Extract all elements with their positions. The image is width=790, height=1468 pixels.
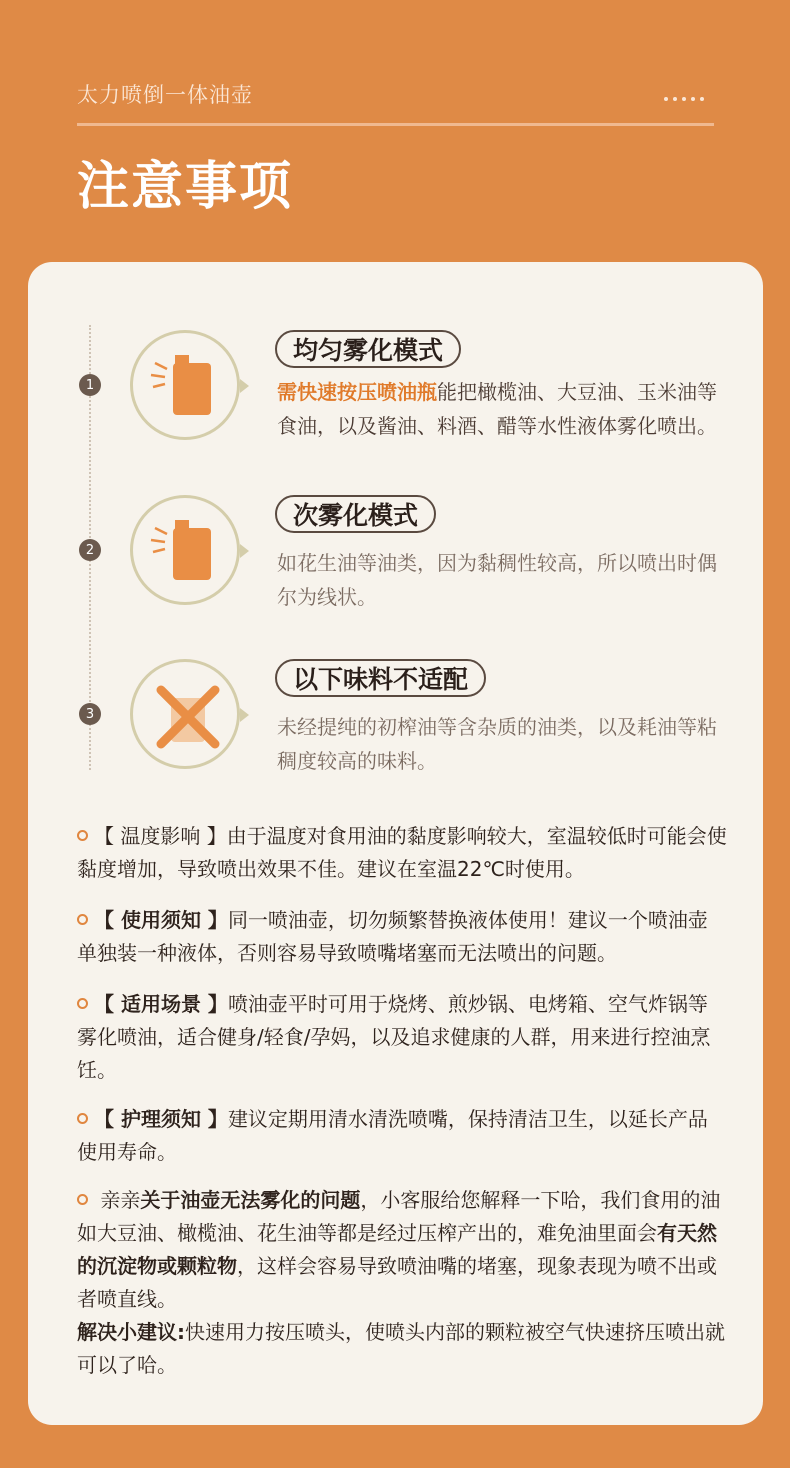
note-label: 【 使用须知 】 — [94, 908, 228, 932]
step-title: 以下味料不适配 — [275, 659, 486, 697]
note-usage — [77, 904, 727, 970]
product-name: 太力喷倒一体油壶 — [77, 83, 253, 107]
faq-tip-label: 解决小建议: — [77, 1320, 185, 1344]
step-description: 如花生油等油类，因为黏稠性较高，所以喷出时偶尔为线状。 — [277, 551, 717, 609]
note-care — [77, 1103, 727, 1169]
faq-text-2: ，这样会容易导致喷油嘴的堵塞，现象表现为喷不出或者喷直线。 — [77, 1254, 717, 1311]
faq-bold-2: 有天然的沉淀物或颗粒物 — [77, 1221, 717, 1278]
step-number: 3 — [79, 703, 101, 725]
spray-bottle-icon — [130, 330, 240, 440]
note-text: 同一喷油壶，切勿频繁替换液体使用！建议一个喷油壶单独装一种液体，否则容易导致喷嘴堵塞而无法喷出的问题。 — [77, 908, 708, 965]
header-divider — [77, 123, 714, 126]
note-label: 【 护理须知 】 — [94, 1107, 228, 1131]
step-title: 均匀雾化模式 — [275, 330, 461, 368]
step-description: 未经提纯的初榨油等含杂质的油类，以及耗油等粘稠度较高的味料。 — [277, 715, 717, 773]
note-text: 由于温度对食用油的黏度影响较大，室温较低时可能会使黏度增加，导致喷出效果不佳。建议在室温22℃时使用。 — [77, 824, 727, 881]
circle-bullet-icon — [77, 1113, 88, 1124]
page-title: 注意事项 — [77, 157, 294, 217]
note-label: 【 温度影响 】 — [94, 824, 227, 848]
faq-tip-text: 快速用力按压喷头，使喷头内部的颗粒被空气快速挤压喷出就可以了哈。 — [77, 1320, 725, 1377]
spray-bottle-icon — [130, 495, 240, 605]
note-text: 喷油壶平时可用于烧烤、煎炒锅、电烤箱、空气炸锅等雾化喷油，适合健身/轻食/孕妈，以及追求健康的人群，用来进行控油烹饪。 — [77, 992, 711, 1082]
step-description-text: 能把橄榄油、大豆油、玉米油等食油，以及酱油、料酒、醋等水性液体雾化喷出。 — [277, 380, 717, 438]
circle-bullet-icon — [77, 914, 88, 925]
faq-block — [77, 1184, 727, 1382]
note-temperature — [77, 820, 727, 886]
note-label: 【 适用场景 】 — [94, 992, 228, 1016]
step-number: 2 — [79, 539, 101, 561]
note-scenarios — [77, 988, 727, 1087]
step-number: 1 — [79, 374, 101, 396]
note-text: 建议定期用清水清洗喷嘴，保持清洁卫生，以延长产品使用寿命。 — [77, 1107, 708, 1164]
crossed-bottle-icon — [130, 659, 240, 769]
circle-bullet-icon — [77, 830, 88, 841]
faq-text-1: ，小客服给您解释一下哈，我们食用的油如大豆油、橄榄油、花生油等都是经过压榨产出的，难免油里面会 — [77, 1188, 721, 1245]
more-dots-icon — [664, 97, 704, 101]
circle-bullet-icon — [77, 998, 88, 1009]
faq-bold-1: 关于油壶无法雾化的问题 — [140, 1188, 361, 1212]
faq-prefix: 亲亲 — [100, 1188, 141, 1212]
step-title: 次雾化模式 — [275, 495, 436, 533]
step-highlight: 需快速按压喷油瓶 — [277, 380, 437, 404]
circle-bullet-icon — [77, 1194, 88, 1205]
step-description — [277, 375, 727, 443]
